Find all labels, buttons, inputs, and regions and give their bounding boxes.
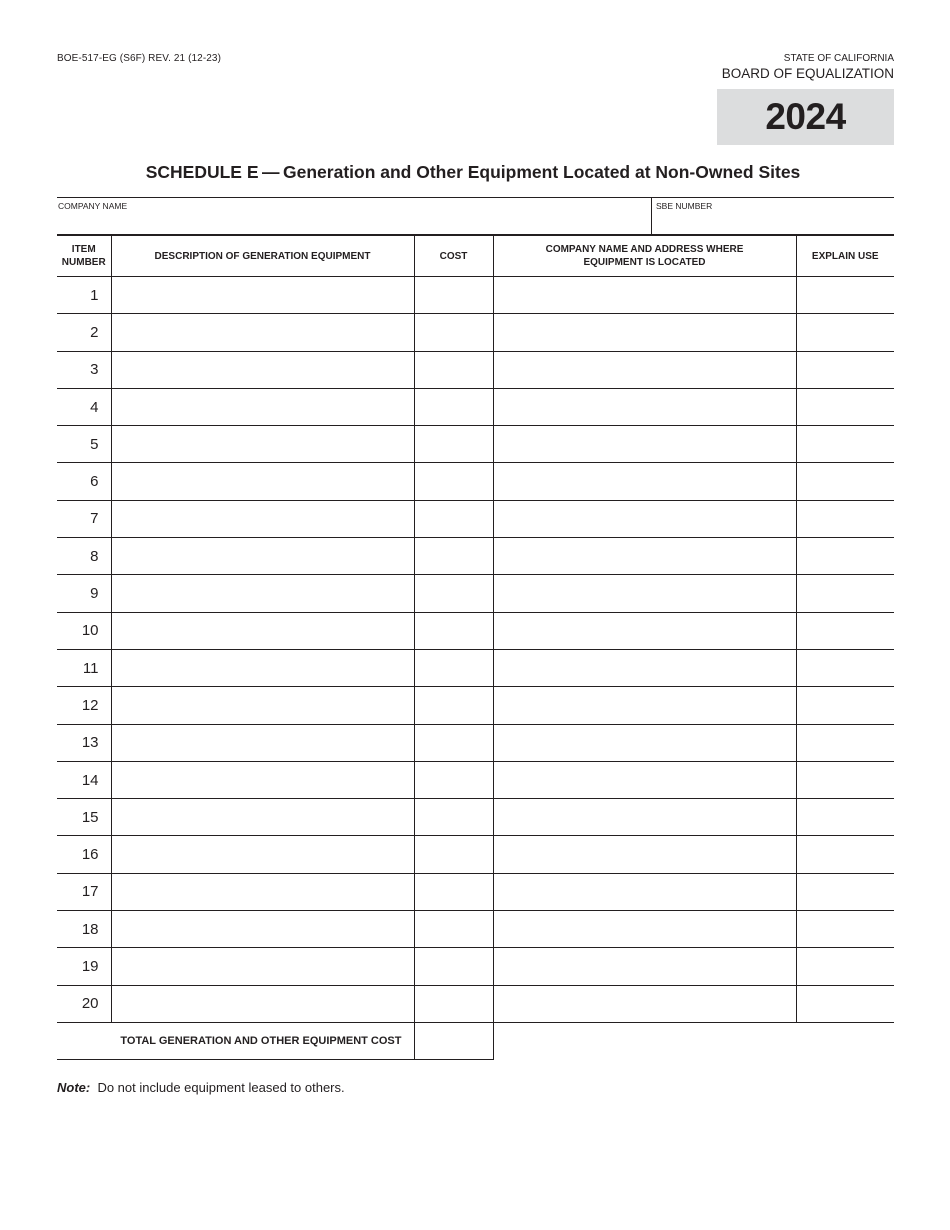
footnote (57, 1080, 345, 1095)
agency-block (722, 53, 894, 82)
cost-cell[interactable] (414, 463, 493, 500)
description-cell[interactable] (111, 612, 414, 649)
explain-use-cell[interactable] (796, 612, 894, 649)
table-row (57, 985, 894, 1022)
table-row (57, 388, 894, 425)
tax-year-badge: 2024 (717, 89, 894, 145)
total-row-blank (493, 1022, 894, 1059)
table-header-row (57, 235, 894, 277)
column-header-cost: COST (414, 235, 493, 277)
description-cell[interactable] (111, 761, 414, 798)
location-cell[interactable] (493, 948, 796, 985)
item-number-cell: 9 (57, 575, 111, 612)
location-cell[interactable] (493, 836, 796, 873)
cost-cell[interactable] (414, 649, 493, 686)
item-number-cell: 12 (57, 687, 111, 724)
description-cell[interactable] (111, 277, 414, 314)
explain-use-cell[interactable] (796, 538, 894, 575)
description-cell[interactable] (111, 836, 414, 873)
cost-cell[interactable] (414, 426, 493, 463)
item-number-cell: 1 (57, 277, 111, 314)
item-number-cell: 18 (57, 911, 111, 948)
cost-cell[interactable] (414, 314, 493, 351)
column-header-explain-use: EXPLAIN USE (796, 235, 894, 277)
item-number-cell: 6 (57, 463, 111, 500)
cost-cell[interactable] (414, 724, 493, 761)
page-title: SCHEDULE E — Generation and Other Equipment Located at Non-Owned Sites (145, 162, 801, 182)
location-cell[interactable] (493, 575, 796, 612)
total-cost-field[interactable] (414, 1022, 493, 1059)
description-cell[interactable] (111, 538, 414, 575)
location-cell[interactable] (493, 649, 796, 686)
table-row (57, 687, 894, 724)
table-row (57, 538, 894, 575)
location-cell[interactable] (493, 687, 796, 724)
cost-cell[interactable] (414, 761, 493, 798)
cost-cell[interactable] (414, 985, 493, 1022)
explain-use-cell[interactable] (796, 463, 894, 500)
form-id: BOE-517-EG (S6F) REV. 21 (12-23) (57, 53, 222, 64)
item-number-cell: 17 (57, 873, 111, 910)
description-cell[interactable] (111, 314, 414, 351)
sbe-number-field[interactable] (653, 198, 894, 235)
explain-use-cell[interactable] (796, 724, 894, 761)
description-cell[interactable] (111, 985, 414, 1022)
cost-cell[interactable] (414, 948, 493, 985)
item-number-cell: 10 (57, 612, 111, 649)
table-row (57, 873, 894, 910)
item-number-cell: 5 (57, 426, 111, 463)
table-row (57, 836, 894, 873)
explain-use-cell[interactable] (796, 911, 894, 948)
description-cell[interactable] (111, 351, 414, 388)
item-number-cell: 3 (57, 351, 111, 388)
explain-use-cell[interactable] (796, 351, 894, 388)
item-number-cell: 2 (57, 314, 111, 351)
column-header-description: DESCRIPTION OF GENERATION EQUIPMENT (111, 235, 414, 277)
description-cell[interactable] (111, 799, 414, 836)
table-row (57, 948, 894, 985)
cost-cell[interactable] (414, 351, 493, 388)
cost-cell[interactable] (414, 799, 493, 836)
explain-use-cell[interactable] (796, 426, 894, 463)
item-number-cell: 15 (57, 799, 111, 836)
agency-name: BOARD OF EQUALIZATION (721, 66, 894, 81)
location-header-line1: COMPANY NAME AND ADDRESS WHERE (545, 244, 744, 255)
location-cell[interactable] (493, 799, 796, 836)
explain-use-cell[interactable] (796, 836, 894, 873)
table-row (57, 761, 894, 798)
state-label: STATE OF CALIFORNIA (783, 53, 894, 64)
explain-use-cell[interactable] (796, 388, 894, 425)
explain-use-cell[interactable] (796, 799, 894, 836)
total-label: TOTAL GENERATION AND OTHER EQUIPMENT COST (57, 1022, 414, 1059)
description-cell[interactable] (111, 911, 414, 948)
item-number-cell: 7 (57, 500, 111, 537)
table-row (57, 500, 894, 537)
explain-use-cell[interactable] (796, 985, 894, 1022)
location-cell[interactable] (493, 426, 796, 463)
location-cell[interactable] (493, 314, 796, 351)
location-cell[interactable] (493, 911, 796, 948)
cost-cell[interactable] (414, 277, 493, 314)
item-number-cell: 8 (57, 538, 111, 575)
location-cell[interactable] (493, 873, 796, 910)
explain-use-cell[interactable] (796, 575, 894, 612)
table-row (57, 463, 894, 500)
location-cell[interactable] (493, 277, 796, 314)
location-cell[interactable] (493, 463, 796, 500)
table-row (57, 911, 894, 948)
location-cell[interactable] (493, 388, 796, 425)
item-number-cell: 14 (57, 761, 111, 798)
item-number-cell: 19 (57, 948, 111, 985)
item-number-cell: 11 (57, 649, 111, 686)
cost-cell[interactable] (414, 500, 493, 537)
table-row (57, 426, 894, 463)
table-row (57, 799, 894, 836)
explain-use-cell[interactable] (796, 761, 894, 798)
location-cell[interactable] (493, 538, 796, 575)
column-header-item-number (57, 235, 111, 277)
cost-cell[interactable] (414, 575, 493, 612)
total-row (57, 1022, 894, 1059)
location-cell[interactable] (493, 761, 796, 798)
location-cell[interactable] (493, 351, 796, 388)
location-cell[interactable] (493, 724, 796, 761)
column-header-location (493, 235, 796, 277)
equipment-schedule-table (57, 234, 894, 1060)
table-row (57, 277, 894, 314)
item-header-line2: NUMBER (61, 257, 106, 268)
cost-cell[interactable] (414, 612, 493, 649)
explain-use-cell[interactable] (796, 277, 894, 314)
table-row (57, 351, 894, 388)
description-cell[interactable] (111, 426, 414, 463)
note-label: Note: (57, 1080, 91, 1095)
description-cell[interactable] (111, 687, 414, 724)
company-name-label: COMPANY NAME (58, 201, 128, 211)
table-row (57, 314, 894, 351)
description-cell[interactable] (111, 649, 414, 686)
item-number-cell: 20 (57, 985, 111, 1022)
cost-cell[interactable] (414, 836, 493, 873)
explain-use-cell[interactable] (796, 314, 894, 351)
explain-use-cell[interactable] (796, 500, 894, 537)
description-cell[interactable] (111, 724, 414, 761)
table-row (57, 724, 894, 761)
explain-use-cell[interactable] (796, 687, 894, 724)
cost-cell[interactable] (414, 538, 493, 575)
explain-use-cell[interactable] (796, 873, 894, 910)
table-row (57, 649, 894, 686)
identification-row (57, 197, 894, 235)
explain-use-cell[interactable] (796, 649, 894, 686)
item-header-line1: ITEM (71, 244, 96, 255)
cost-cell[interactable] (414, 911, 493, 948)
cost-cell[interactable] (414, 687, 493, 724)
explain-use-cell[interactable] (796, 948, 894, 985)
description-cell[interactable] (111, 388, 414, 425)
description-cell[interactable] (111, 575, 414, 612)
table-row (57, 575, 894, 612)
location-cell[interactable] (493, 985, 796, 1022)
table-row (57, 612, 894, 649)
sbe-number-label: SBE NUMBER (656, 201, 713, 211)
description-cell[interactable] (111, 463, 414, 500)
location-cell[interactable] (493, 500, 796, 537)
company-name-field[interactable] (57, 198, 652, 235)
location-header-line2: EQUIPMENT IS LOCATED (583, 257, 706, 268)
description-cell[interactable] (111, 500, 414, 537)
note-text: Do not include equipment leased to others. (97, 1080, 345, 1095)
item-number-cell: 4 (57, 388, 111, 425)
cost-cell[interactable] (414, 873, 493, 910)
cost-cell[interactable] (414, 388, 493, 425)
item-number-cell: 16 (57, 836, 111, 873)
item-number-cell: 13 (57, 724, 111, 761)
location-cell[interactable] (493, 612, 796, 649)
description-cell[interactable] (111, 873, 414, 910)
description-cell[interactable] (111, 948, 414, 985)
